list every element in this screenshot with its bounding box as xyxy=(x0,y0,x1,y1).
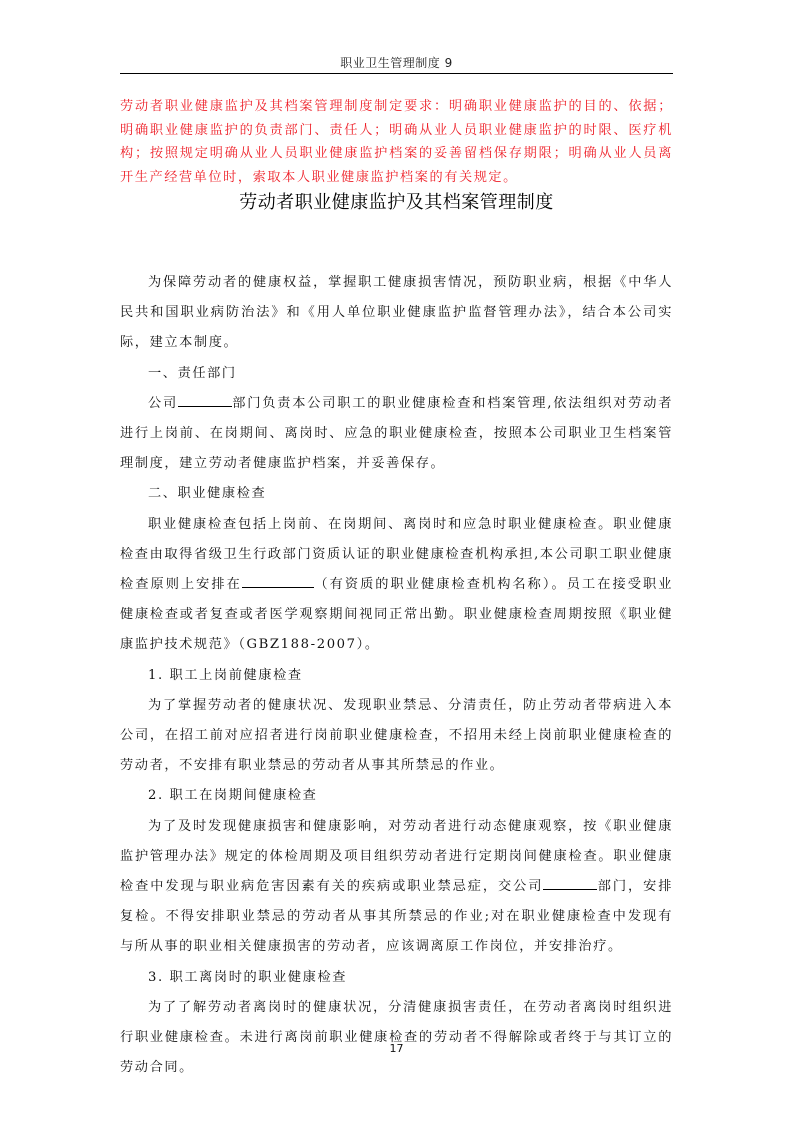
recheck-department-blank-field xyxy=(543,875,597,890)
institution-blank-field xyxy=(242,573,314,588)
subsection-2-paragraph xyxy=(120,812,673,963)
section-2-text-after: （有资质的职业健康检查机构名称）。员工在接受职业健康检查或者复查或者医学观察期间视同正常出勤。职业健康检查周期按照《职业健康监护技术规范》（GBZ188-2007）。 xyxy=(120,577,673,653)
subsection-1-heading: 1. 职工上岗前健康检查 xyxy=(148,667,303,683)
running-header: 职业卫生管理制度 9 xyxy=(340,56,453,70)
section-2-heading: 二、职业健康检查 xyxy=(148,486,267,502)
section-1-text-before: 公司 xyxy=(148,395,178,411)
subsection-2-heading: 2. 职工在岗期间健康检查 xyxy=(148,788,318,804)
subsection-2-text-before: 为了及时发现健康损害和健康影响，对劳动者进行动态健康观察，按《职业健康监护管理办法》规定的体检周期及项目组织劳动者进行定期岗间健康检查。职业健康检查中发现与职业病危害因素有关的疾病或职业禁忌症，交公司 xyxy=(120,818,673,895)
subsection-3-paragraph: 为了了解劳动者离岗时的健康状况，分清健康损害责任，在劳动者离岗时组织进行职业健康检查。未进行离岗前职业健康检查的劳动者不得解除或者终于与其订立的劳动合同。 xyxy=(120,999,673,1076)
department-blank-field xyxy=(178,392,232,407)
intro-paragraph: 为保障劳动者的健康权益，掌握职工健康损害情况，预防职业病，根据《中华人民共和国职业病防治法》和《用人单位职业健康监护监督管理办法》，结合本公司实际，建立本制度。 xyxy=(120,275,673,351)
section-1-text-after: 部门负责本公司职工的职业健康检查和档案管理,依法组织对劳动者进行上岗前、在岗期间、离岗时、应急的职业健康检查，按照本公司职业卫生档案管理制度，建立劳动者健康监护档案，并妥善保存。 xyxy=(120,395,673,472)
page-number: 17 xyxy=(389,1042,404,1055)
section-1-heading: 一、责任部门 xyxy=(148,365,237,381)
subsection-3-heading: 3. 职工离岗时的职业健康检查 xyxy=(148,969,348,985)
document-title: 劳动者职业健康监护及其档案管理制度 xyxy=(239,192,554,213)
section-2-text-before: 职业健康检查包括上岗前、在岗期间、离岗时和应急时职业健康检查。职业健康检查由取得省级卫生行政部门资质认证的职业健康检查机构承担,本公司职工职业健康检查原则上安排在 xyxy=(120,516,673,593)
section-2-paragraph xyxy=(120,510,673,661)
header-rule xyxy=(120,73,673,74)
requirement-note: 劳动者职业健康监护及其档案管理制度制定要求：明确职业健康监护的目的、依据；明确职业健康监护的负责部门、责任人；明确从业人员职业健康监护的时限、医疗机构；按照规定明确从业人员职业健康监护档案的妥善留档保存期限；明确从业人员离开生产经营单位时，索取本人职业健康监护档案的有关规定。 xyxy=(120,99,673,185)
subsection-2-text-after: 部门，安排复检。不得安排职业禁忌的劳动者从事其所禁忌的作业;对在职业健康检查中发现有与所从事的职业相关健康损害的劳动者，应该调离原工作岗位，并安排治疗。 xyxy=(120,879,673,955)
document-body xyxy=(120,268,673,1083)
section-1-paragraph xyxy=(120,389,673,480)
subsection-1-paragraph: 为了掌握劳动者的健康状况、发现职业禁忌、分清责任，防止劳动者带病进入本公司，在招工前对应招者进行岗前职业健康检查，不招用未经上岗前职业健康检查的劳动者，不安排有职业禁忌的劳动者从事其所禁忌的作业。 xyxy=(120,697,673,774)
